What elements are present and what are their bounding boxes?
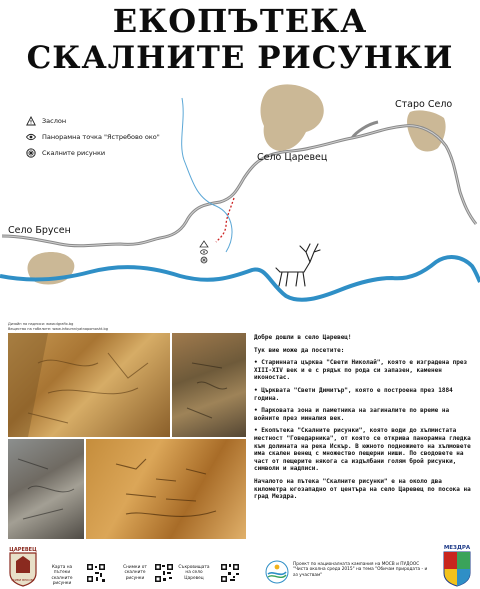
title-line-2: СКАЛНИТЕ РИСУНКИ bbox=[26, 40, 454, 76]
place-label-brusen: Село Брусен bbox=[8, 225, 71, 236]
ecotrail-route bbox=[216, 198, 234, 242]
credits-line: Дизайн на надписи: www.dgrafix.bg bbox=[8, 322, 74, 326]
warning-triangle-icon bbox=[26, 116, 36, 126]
qr-label-photos: Снимки от скалните рисунки bbox=[123, 565, 147, 581]
legend-item-shelter bbox=[26, 113, 160, 129]
settlement-tsarevets-area bbox=[261, 84, 324, 151]
qr-label-map: Карта на пътеки скалните рисунки bbox=[51, 565, 73, 586]
info-item: • Парковата зона и паметника на загиналите по време на войните през миналия век. bbox=[254, 407, 450, 422]
rock-drawing-photo-4 bbox=[86, 439, 246, 539]
legend-label: Заслон bbox=[42, 117, 67, 125]
trail-markers bbox=[200, 241, 208, 263]
place-label-staro-selo: Старо Село bbox=[395, 99, 453, 110]
info-item: • Старинната църква "Свети Николай", която е изградена през XIII-XIV век и е с рядък по рода си запазен, каменен иконостас. bbox=[254, 359, 468, 382]
rock-drawing-photo-3 bbox=[8, 439, 84, 539]
legend-item-viewpoint bbox=[26, 129, 160, 145]
intro-text: Тук вие може да посетите: bbox=[254, 346, 345, 354]
stream bbox=[182, 98, 232, 252]
title-line-1: ЕКОПЪТЕКА bbox=[112, 2, 368, 40]
tsarevets-logo bbox=[6, 543, 40, 587]
info-item: • Екопътека "Скалните рисунки", която води до хълмистата местност "Говедарника", от която се открива панорамна гледка към долината на река Искър. В южното подножието на хълмовете има скален венец с множество пещерни ниши. По сводовете на част от пещерите някога са издълбани голям брой рисунки, символи и надписи. bbox=[254, 427, 471, 473]
legend-item-rock-drawings bbox=[26, 145, 160, 161]
info-item: • Църквата "Свети Димитър", която е построена през 1884 година. bbox=[254, 386, 453, 402]
qr-code-photos[interactable] bbox=[154, 563, 174, 583]
logo-left-text: ЦАРЕВЕЦ bbox=[9, 547, 37, 553]
eye-icon bbox=[26, 132, 36, 142]
logo-left-subtext: ЖИВИ ВЕКОВЕ bbox=[11, 578, 35, 582]
credits-line: Вещество на табелите: www.infoumniyatnapomosht.bg bbox=[8, 327, 108, 331]
legend-label: Скалните рисунки bbox=[42, 149, 106, 157]
qr-code-map[interactable] bbox=[86, 563, 106, 583]
map-legend bbox=[26, 113, 160, 161]
closing-text: Началото на пътека "Скалните рисунки" е на около два километра югозападно от центъра на село Царевец по посока на град Мездра. bbox=[254, 477, 471, 501]
place-label-tsarevets: Село Царевец bbox=[257, 152, 328, 163]
rock-drawing-photo-2 bbox=[172, 333, 246, 437]
project-note: Проект по националната кампания на МОСВ и ПУДООС "Чиста околна среда 2015" на тема "Обичам природата - и аз участвам" bbox=[293, 562, 428, 578]
star-circle-icon bbox=[26, 148, 36, 158]
deer-drawing bbox=[276, 244, 320, 286]
logo-right-text: МЕЗДРА bbox=[443, 545, 471, 551]
mezdra-logo bbox=[440, 543, 474, 587]
info-text bbox=[254, 334, 474, 506]
qr-label-treasures: Съкровищата на село Царевец bbox=[178, 565, 210, 581]
design-credits bbox=[8, 322, 108, 332]
legend-label: Панорамна точка "Ястребово око" bbox=[42, 133, 160, 141]
rock-drawing-photo-1 bbox=[8, 333, 170, 437]
campaign-logo bbox=[265, 560, 289, 584]
qr-code-treasures[interactable] bbox=[220, 563, 240, 583]
welcome-heading: Добре дошли в село Царевец! bbox=[254, 334, 352, 341]
